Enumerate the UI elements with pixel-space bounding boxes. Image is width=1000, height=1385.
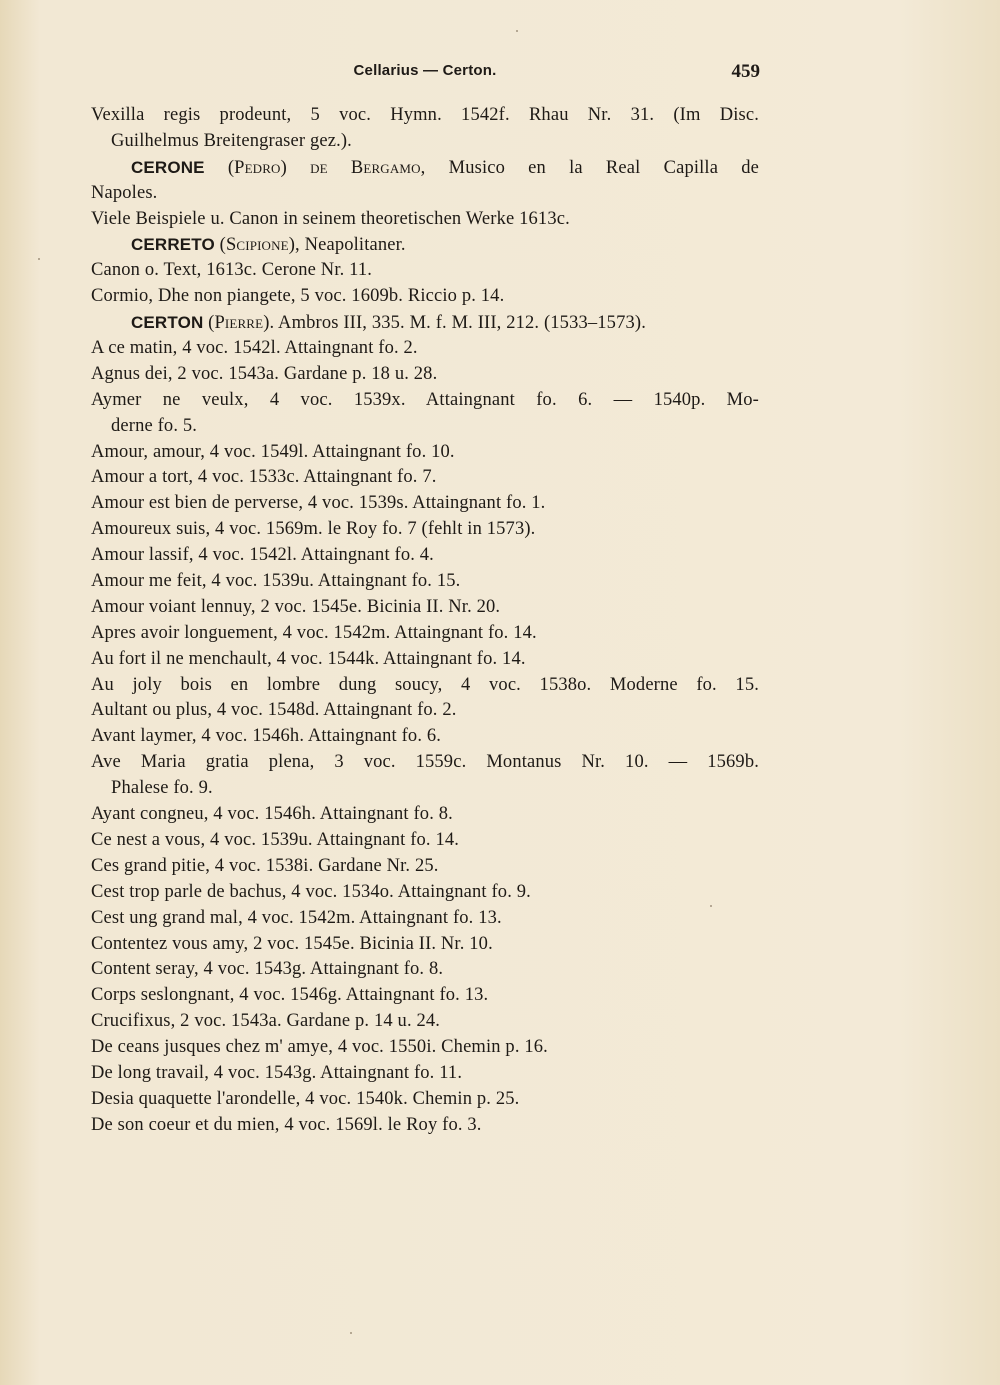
text-line: Crucifixus, 2 voc. 1543a. Gardane p. 14 u. 24. — [91, 1011, 441, 1032]
paper-speck — [350, 1332, 352, 1334]
text-body — [91, 103, 759, 1139]
text-line: Amoureux suis, 4 voc. 1569m. le Roy fo. 7 (fehlt in 1573). — [91, 519, 536, 540]
text-line: Au joly bois en lombre dung soucy, 4 voc. 1538o. Moderne fo. 15. — [91, 674, 759, 695]
text-line: De son coeur et du mien, 4 voc. 1569l. le Roy fo. 3. — [91, 1114, 482, 1135]
text-line: Canon o. Text, 1613c. Cerone Nr. 11. — [91, 260, 373, 281]
text-line: Aultant ou plus, 4 voc. 1548d. Attaingnant fo. 2. — [91, 700, 457, 721]
text-line: Ayant congneu, 4 voc. 1546h. Attaingnant fo. 8. — [91, 804, 453, 825]
composer-forename: (Scipione) — [219, 235, 296, 256]
page-number: 459 — [731, 61, 760, 82]
text-line: Amour a tort, 4 voc. 1533c. Attaingnant fo. 7. — [91, 467, 437, 488]
text-line: Ce nest a vous, 4 voc. 1539u. Attaingnant fo. 14. — [91, 829, 460, 850]
text-line: Viele Beispiele u. Canon in seinem theoretischen Werke 1613c. — [91, 208, 570, 229]
text-line: Ces grand pitie, 4 voc. 1538i. Gardane Nr. 25. — [91, 855, 439, 876]
paper-speck — [710, 905, 712, 907]
text-line: Napoles. — [91, 182, 158, 203]
running-title: Cellarius — Certon. — [353, 62, 497, 79]
text-line: Vexilla regis prodeunt, 5 voc. Hymn. 1542f. Rhau Nr. 31. (Im Disc. — [91, 105, 759, 125]
text-line: Amour lassif, 4 voc. 1542l. Attaingnant fo. 4. — [91, 545, 434, 566]
text-line: De long travail, 4 voc. 1543g. Attaingnant fo. 11. — [91, 1062, 463, 1083]
text-line: Cormio, Dhe non piangete, 5 voc. 1609b. Riccio p. 14. — [91, 286, 505, 307]
text-line: Contentez vous amy, 2 voc. 1545e. Bicinia II. Nr. 10. — [91, 933, 493, 954]
paper-speck — [38, 258, 40, 260]
text-line: Amour, amour, 4 voc. 1549l. Attaingnant fo. 10. — [91, 441, 455, 462]
text-line: Cest trop parle de bachus, 4 voc. 1534o. Attaingnant fo. 9. — [91, 881, 531, 902]
text-line: De ceans jusques chez m' amye, 4 voc. 1550i. Chemin p. 16. — [91, 1037, 548, 1058]
text-line — [91, 232, 759, 258]
composer-name: CERRETO — [131, 235, 215, 255]
text-line: derne fo. 5. — [111, 415, 198, 436]
text-line: A ce matin, 4 voc. 1542l. Attaingnant fo. 2. — [91, 338, 418, 359]
text-line: Content seray, 4 voc. 1543g. Attaingnant fo. 8. — [91, 959, 444, 980]
text-line: Amour est bien de perverse, 4 voc. 1539s. Attaingnant fo. 1. — [91, 493, 546, 514]
text-line: Au fort il ne menchault, 4 voc. 1544k. Attaingnant fo. 14. — [91, 648, 526, 669]
text-line: Ave Maria gratia plena, 3 voc. 1559c. Montanus Nr. 10. — 1569b. — [91, 752, 759, 773]
composer-name: CERTON — [131, 313, 204, 333]
text-line: Apres avoir longuement, 4 voc. 1542m. Attaingnant fo. 14. — [91, 622, 537, 643]
text-line — [91, 310, 759, 336]
text-line: Agnus dei, 2 voc. 1543a. Gardane p. 18 u. 28. — [91, 363, 438, 384]
text-line: Amour voiant lennuy, 2 voc. 1545e. Bicinia II. Nr. 20. — [91, 596, 501, 617]
name-particle: de — [310, 157, 328, 178]
text-line — [91, 155, 759, 181]
composer-place: Bergamo — [350, 157, 421, 178]
text-line: Guilhelmus Breitengraser gez.). — [111, 130, 352, 151]
text-line: Amour me feit, 4 voc. 1539u. Attaingnant fo. 15. — [91, 571, 461, 592]
text-line: Desia quaquette l'arondelle, 4 voc. 1540k. Chemin p. 25. — [91, 1088, 520, 1109]
composer-name: CERONE — [131, 157, 205, 177]
text-line: Corps seslongnant, 4 voc. 1546g. Attaingnant fo. 13. — [91, 985, 489, 1006]
composer-note: , Neapolitaner. — [295, 235, 406, 256]
paper-speck — [516, 30, 518, 32]
text-line: Aymer ne veulx, 4 voc. 1539x. Attaingnant fo. 6. — 1540p. Mo- — [91, 389, 759, 410]
composer-forename: (Pedro) — [227, 157, 287, 178]
text-line: Cest ung grand mal, 4 voc. 1542m. Attaingnant fo. 13. — [91, 907, 502, 928]
composer-note: , Musico en la Real Capilla de — [420, 157, 760, 178]
text-line: Phalese fo. 9. — [111, 778, 213, 799]
composer-note: . Ambros III, 335. M. f. M. III, 212. (1533–1573). — [269, 313, 646, 334]
text-line: Avant laymer, 4 voc. 1546h. Attaingnant fo. 6. — [91, 726, 442, 747]
composer-forename: (Pierre) — [208, 313, 270, 334]
page-header — [90, 62, 760, 86]
